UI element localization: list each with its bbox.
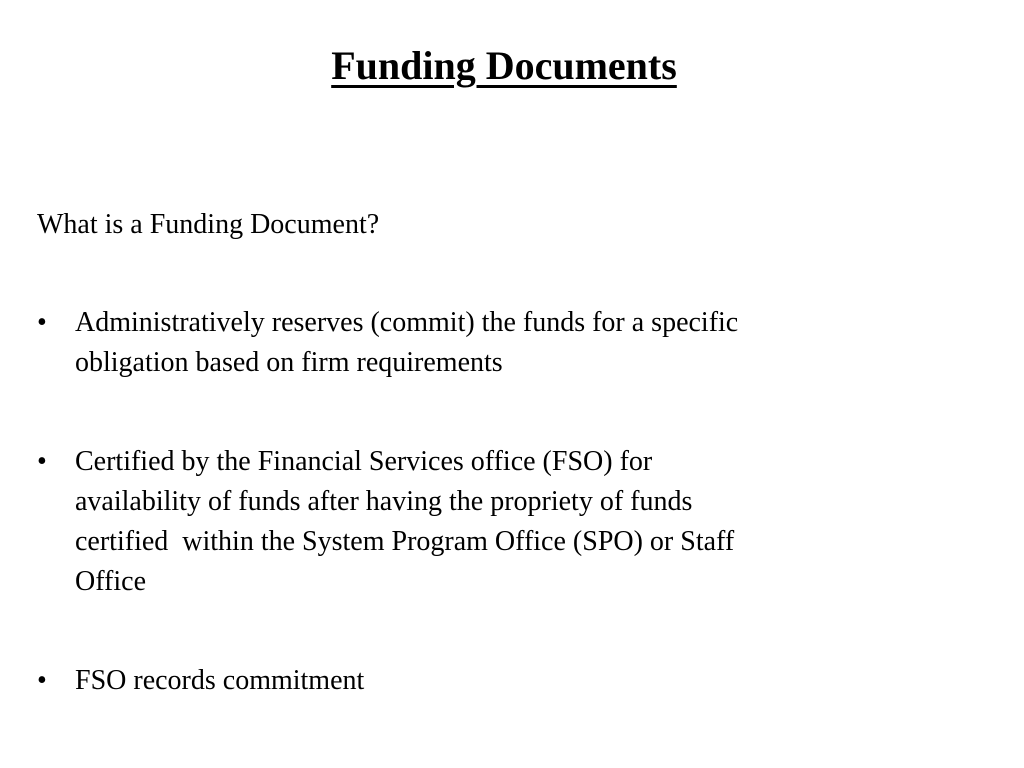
bullet-list	[37, 303, 937, 701]
bullet-line: certified within the System Program Office (SPO) or Staff	[75, 526, 735, 557]
bullet-item-1	[37, 303, 937, 383]
bullet-item-2	[37, 442, 937, 602]
intro-question: What is a Funding Document?	[37, 209, 380, 240]
bullet-text	[75, 661, 937, 701]
bullet-dot: •	[37, 307, 47, 338]
bullet-line: Certified by the Financial Services office (FSO) for	[75, 446, 653, 477]
bullet-line: FSO records commitment	[75, 665, 365, 696]
bullet-dot: •	[37, 665, 47, 696]
bullet-dot: •	[37, 446, 47, 477]
bullet-line: Office	[75, 566, 146, 597]
bullet-line: availability of funds after having the propriety of funds	[75, 486, 693, 517]
slide-title: Funding Documents	[331, 43, 677, 88]
bullet-line: Administratively reserves (commit) the funds for a specific	[75, 307, 739, 338]
bullet-text	[75, 442, 937, 602]
bullet-item-3	[37, 661, 937, 701]
bullet-line: obligation based on firm requirements	[75, 347, 503, 378]
bullet-text	[75, 303, 937, 383]
